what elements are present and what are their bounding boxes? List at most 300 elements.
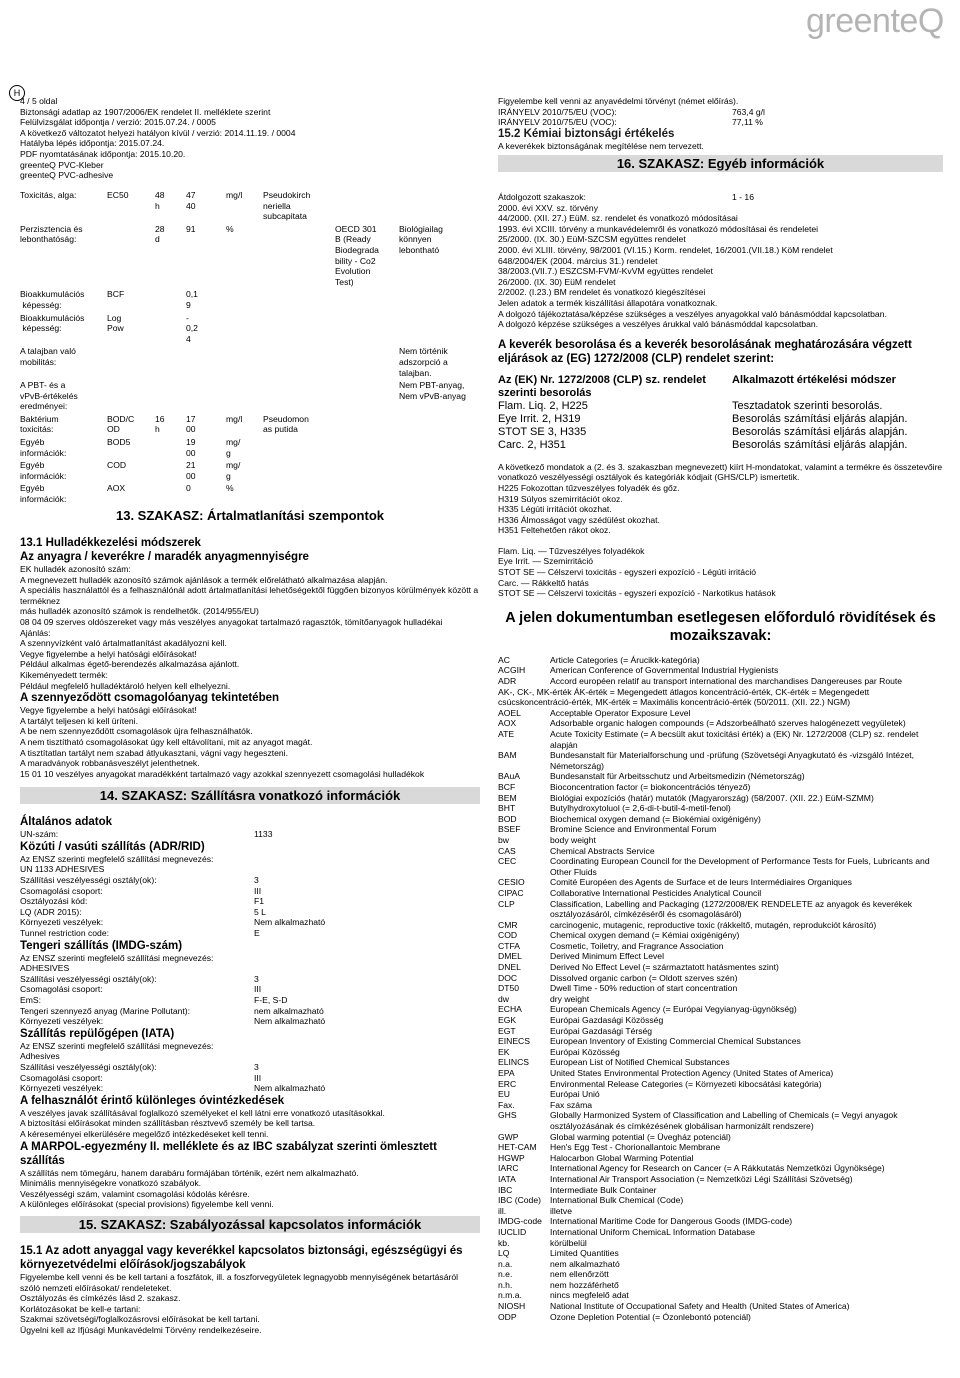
sea-kv-label: Csomagolási csoport: — [20, 984, 103, 995]
abbreviation-term: ERC — [498, 1078, 517, 1089]
road-kv-label: Tunnel restriction code: — [20, 928, 110, 939]
classification-row — [498, 413, 943, 426]
classification-method: Besorolás számítási eljárás alapján. — [732, 438, 908, 451]
abbreviation-description: United States Environmental Protection Agency (United States of America) — [550, 1068, 834, 1078]
s13-line: EK hulladék azonosító szám: — [20, 564, 131, 574]
revised-sections-value: 1 - 16 — [732, 192, 754, 202]
abbreviation-row — [498, 1036, 943, 1047]
tox-cell — [226, 289, 263, 312]
abbreviation-description: Acute Toxicity Estimate (= A becsült akut toxicitási érték) a (EK) Nr. 1272/2008 (CLP) sz. rendelet alapján — [550, 729, 919, 750]
tox-cell — [226, 346, 263, 380]
abbreviation-row — [498, 1312, 943, 1323]
section-15-text — [20, 1272, 480, 1336]
classification-method: Tesztadatok szerinti besorolás. — [732, 399, 883, 412]
abbreviation-term: IBC — [498, 1184, 513, 1195]
classification-rows — [498, 400, 943, 452]
abbreviation-row — [498, 814, 943, 825]
abbreviation-term: AOEL — [498, 707, 521, 718]
abbreviation-description: Európai Gazdasági Közösség — [550, 1015, 664, 1026]
header-line: Felülvizsgálat időpontja / verzió: 2015.07.24. / 0005 — [20, 117, 216, 128]
s13-line: A speciális használattól és a felhasználónál adott ártalmatlanítási lehetőségektől függően bizonyos körülmények között a terméknez — [20, 585, 479, 606]
abbreviation-term: kb. — [498, 1237, 510, 1248]
tox-cell — [263, 224, 335, 290]
s15-line: Korlátozásokat be kell-e tartani: — [20, 1303, 141, 1314]
tox-cell: A PBT- és a vPvB-értékelés eredményei: — [20, 380, 78, 412]
abbreviation-term: BCF — [498, 781, 516, 792]
abbreviation-description: illetve — [550, 1205, 572, 1216]
tox-cell: EC50 — [107, 190, 129, 200]
abbreviation-row — [498, 920, 943, 931]
sea-kv-row — [20, 1016, 480, 1027]
road-kv-label: Környezeti veszélyek: — [20, 917, 104, 928]
marpol-text — [20, 1168, 480, 1210]
abbreviation-description: dry weight — [550, 993, 590, 1004]
abbreviation-term: n.m.a. — [498, 1290, 522, 1301]
abbreviation-description: Accord européen relatif au transport international des marchandises Dangereuses par Route — [550, 676, 903, 687]
legislation-line: 1993. évi XCIII. törvény a munkavédelemről és vonatkozó módosításai és rendeletei — [498, 223, 819, 234]
section-13-title: 13. SZAKASZ: Ártalmatlanítási szempontok — [116, 508, 384, 523]
tox-cell — [155, 380, 186, 414]
hazard-badge: H — [9, 85, 25, 101]
abbreviation-description: International Uniform ChemicaL Information Database — [550, 1226, 756, 1237]
abbreviation-row — [498, 856, 943, 877]
abbreviation-description: Chemical oxygen demand (= Kémiai oxigénigény) — [550, 930, 740, 941]
section-13-subtitle: Az anyagra / keverékre / maradék anyagmennyiségre — [20, 551, 309, 563]
tox-cell — [399, 437, 479, 460]
classification-code: Eye Irrit. 2, H319 — [498, 412, 581, 425]
abbreviation-row — [498, 973, 943, 984]
classification-title: A keverék besorolása és a keverék besorolásának meghatározására végzett eljárások az (EG) 1272/2008 (CLP) rendelet szerint: — [498, 338, 912, 365]
tox-cell — [155, 483, 186, 506]
classification-row — [498, 439, 943, 452]
abbreviation-term: DT50 — [498, 983, 520, 994]
marpol-title: A MARPOL-egyezmény II. melléklete és az IBC szabályzat szerinti ömlesztett szállítás — [20, 1140, 437, 1167]
classification-method: Besorolás számítási eljárás alapján. — [732, 412, 908, 425]
legislation-line: 26/2000. (IX. 30) EüM rendelet — [498, 276, 616, 287]
sea-kv-value: F-E, S-D — [254, 995, 288, 1005]
tox-cell: Pseudomon as putida — [263, 413, 309, 435]
user-line: A kéreseményei elkerülésére megelőző intézkedéseket kell tenni. — [20, 1128, 269, 1139]
tox-cell: 47 40 — [186, 190, 196, 211]
section-15-title: 15. SZAKASZ: Szabályozással kapcsolatos információk — [20, 1216, 480, 1233]
section-13-1-title: 13.1 Hulladékkezelési módszerek — [20, 537, 201, 549]
abbreviation-term: EGT — [498, 1025, 516, 1036]
header-line: greenteQ PVC-adhesive — [20, 170, 114, 181]
abbreviation-row — [498, 1238, 943, 1249]
sea-kv-value: 3 — [254, 973, 259, 984]
abbreviation-description: Európai Közösség — [550, 1046, 620, 1057]
abbreviation-term: EGK — [498, 1015, 517, 1026]
abbreviation-row — [498, 708, 943, 719]
classification-header-b: Alkalmazott értékelési módszer — [732, 373, 896, 386]
abbreviation-term: n.a. — [498, 1258, 513, 1269]
abbreviation-term: AC — [498, 654, 510, 665]
abbreviation-row — [498, 803, 943, 814]
section-15-2-text: A keverékek biztonságának megítélése nem tervezett. — [498, 140, 704, 151]
abbreviation-term: ACGIH — [498, 665, 526, 676]
tox-cell: Pseudokirch neriella subcapitata — [263, 190, 311, 222]
abbreviation-description: Biológiai expozíciós (határ) mutatók (Magyarország) (58/2007. (XII. 22.) EüM-SZMM) — [550, 792, 874, 803]
abbreviation-row — [498, 1195, 943, 1206]
abbreviation-description: Butylhydroxytoluol (= 2,6-di-t-butil-4-metil-fenol) — [550, 803, 731, 814]
road-kv-label: Osztályozási kód: — [20, 896, 88, 907]
sea-kv-row — [20, 995, 480, 1006]
voc-row — [498, 107, 943, 118]
tox-cell: 21 00 — [186, 460, 196, 481]
s13-line: más hulladék azonosító számok is rendelhetők. (2014/955/EU) — [20, 606, 259, 617]
abbreviation-description: Derived No Effect Level (= származtatott hatásmentes szint) — [550, 962, 779, 973]
tox-cell — [186, 346, 226, 380]
legislation-line: Jelen adatok a termék kiszállítási állapotára vonatkoznak. — [498, 297, 718, 308]
abbreviation-term: ATE — [498, 729, 515, 739]
sea-kv-value: nem alkalmazható — [254, 1005, 324, 1016]
revised-sections-label: Átdolgozott szakaszok: — [498, 192, 586, 202]
tox-cell — [335, 346, 399, 380]
abbreviation-row — [498, 676, 943, 687]
abbreviation-term: CESIO — [498, 877, 525, 888]
road-kv-row — [20, 928, 480, 939]
s13-line: Vegye figyelembe a helyi hatósági előírásokat! — [20, 648, 197, 659]
abbreviation-row — [498, 1280, 943, 1291]
legislation-line: 2000. évi XLIII. törvény, 98/2001 (VI.15.) Korm. rendelet, 16/2001.(VII.18.) KöM rendelet — [498, 244, 833, 255]
tox-row — [20, 289, 479, 312]
abbreviation-term: CTFA — [498, 940, 520, 951]
road-kv-label: Szállítási veszélyességi osztály(ok): — [20, 875, 157, 886]
un-number-row — [20, 829, 480, 840]
abbreviation-description: American Conference of Governmental Industrial Hygienists — [550, 665, 779, 676]
legislation-line: 25/2000. (IX. 30.) EüM-SZCSM együttes rendelet — [498, 234, 686, 245]
s15-line: Ügyelni kell az Ifjúsági Munkavédelmi Törvény rendelkezéseire. — [20, 1324, 262, 1335]
abbreviation-term: EPA — [498, 1068, 515, 1078]
sea-transport-block — [20, 953, 480, 1027]
abbreviation-row — [498, 1142, 943, 1153]
tox-cell — [335, 414, 399, 437]
tox-cell — [107, 380, 155, 414]
abbreviation-description: nem ellenőrzött — [550, 1269, 609, 1280]
tox-cell — [263, 437, 335, 460]
sea-kv-value: III — [254, 984, 262, 995]
abbreviation-description: Bioconcentration factor (= biokoncentrációs tényező) — [550, 781, 751, 792]
abbreviation-term: BEM — [498, 792, 517, 803]
abbreviation-term: Fax. — [498, 1099, 515, 1110]
road-line: Az ENSZ szerinti megfelelő szállítási megnevezés: — [20, 853, 214, 864]
sea-kv-label: EmS: — [20, 995, 42, 1005]
abbreviation-row — [498, 1110, 943, 1131]
abbreviation-description: Adsorbable organic halogen compounds (= Adszorbeálható szerves halogénezett vegyületek) — [550, 718, 906, 729]
abbreviation-description: Dwell Time - 50% reduction of start concentration — [550, 983, 738, 994]
user-precautions-text — [20, 1108, 480, 1140]
abbreviation-row — [498, 994, 943, 1005]
tox-cell: Nem történik adszorpció a talajban. — [399, 346, 448, 378]
abbreviation-description: Hen's Egg Test - Chorionallantoic Membrane — [550, 1142, 721, 1153]
section-15-1-title: 15.1 Az adott anyaggal vagy keverékkel kapcsolatos biztonsági, egészségügyi és környezetvédelmi előírások/jogszabályok — [20, 1244, 463, 1271]
voc-row — [498, 117, 943, 128]
abbreviation-row — [498, 1100, 943, 1111]
tox-cell: mg/l — [226, 190, 243, 200]
s13-line: Ajánlás: — [20, 627, 51, 638]
header-line: PDF nyomtatásának időpontja: 2015.10.20. — [20, 148, 186, 159]
road-kv-row — [20, 917, 480, 928]
s13-line: Kikeményedett termék: — [20, 669, 108, 680]
abbreviation-row — [498, 655, 943, 666]
abbreviation-description: Biochemical oxygen demand (= Biokémiai oxigénigény) — [550, 813, 761, 824]
tox-cell — [335, 437, 399, 460]
abbreviation-term: IARC — [498, 1163, 519, 1174]
header-line: greenteQ PVC-Kleber — [20, 159, 104, 170]
abbreviation-row — [498, 771, 943, 782]
abbreviation-description: Chemical Abstracts Service — [550, 845, 655, 856]
abbreviation-description: European List of Notified Chemical Substances — [550, 1057, 730, 1068]
road-kv-label: Csomagolási csoport: — [20, 885, 103, 896]
road-kv-value: 3 — [254, 875, 259, 886]
tox-cell: BCF — [107, 289, 125, 300]
abbreviation-row — [498, 1057, 943, 1068]
abbreviation-description: Collaborative International Pesticides Analytical Council — [550, 887, 762, 898]
section-15-2-title: 15.2 Kémiai biztonsági értékelés — [498, 127, 675, 140]
abbreviation-description: Comité Européen des Agents de Surface et de leurs Intermédiaires Organiques — [550, 877, 852, 888]
sea-kv-row — [20, 974, 480, 985]
abbreviation-row — [498, 846, 943, 857]
abbreviation-row — [498, 1015, 943, 1026]
abbreviation-description: Intermediate Bulk Container — [550, 1184, 657, 1195]
company-logo: greenteQ — [806, 2, 944, 40]
abbreviation-term: IATA — [498, 1173, 516, 1184]
tox-cell: 0 — [186, 483, 191, 494]
classification-code: Carc. 2, H351 — [498, 438, 566, 451]
abbreviation-description: Bundesanstalt für Arbeitsschutz und Arbeitsmedizin (Németország) — [550, 771, 805, 782]
abbreviation-term: ODP — [498, 1311, 517, 1322]
tox-row — [20, 346, 479, 380]
abbreviation-row — [498, 1153, 943, 1164]
packaging-line: A tisztítatlan tartályt nem szabad átlyukasztani, vágni vagy hegeszteni. — [20, 747, 288, 758]
road-kv-value: 5 L — [254, 906, 266, 917]
abbreviation-row — [498, 1068, 943, 1079]
h-statement-line: H335 Légúti irritációt okozhat. — [498, 504, 612, 515]
s13-line: Például alkalmas égető-berendezés alkalmazása ajánlott. — [20, 659, 240, 670]
tox-cell: mg/ g — [226, 437, 241, 458]
tox-cell — [155, 346, 186, 380]
tox-cell — [399, 190, 479, 224]
abbreviation-description: International Maritime Code for Dangerous Goods (IMDG-code) — [550, 1216, 793, 1227]
general-data-title: Általános adatok — [20, 816, 113, 829]
air-line: Adhesives — [20, 1051, 60, 1062]
abbreviation-term: n.h. — [498, 1279, 513, 1290]
abbreviation-term: CIPAC — [498, 887, 524, 898]
air-line: Az ENSZ szerinti megfelelő szállítási megnevezés: — [20, 1040, 214, 1051]
tox-cell — [263, 313, 335, 347]
right-column — [498, 96, 943, 175]
tox-cell — [335, 460, 399, 483]
tox-cell: Perzisztencia és lebonthatóság: — [20, 223, 83, 245]
packaging-line: Vegye figyelembe a helyi hatósági előírásokat! — [20, 705, 197, 716]
abbreviation-term: BHT — [498, 803, 516, 814]
tox-cell — [335, 313, 399, 347]
classification-row — [498, 400, 943, 413]
legislation-line: A dolgozó tájékoztatása/képzése szükséges a veszélyes anyagokkal való bánásmóddal kapcsolatban. — [498, 308, 887, 319]
abbreviation-description: AK-, CK-, MK-érték ÁK-érték = Megengedett átlagos koncentráció-érték, CK-érték = Megengedett csúcskoncentráció-érték, MK-érték = Maximális koncentráció-érték (50/2011. (XII. 22.) NGM) — [498, 686, 870, 708]
tox-cell — [263, 289, 335, 312]
road-kv-row — [20, 875, 480, 886]
abbreviation-term: GHS — [498, 1110, 517, 1121]
voc-value: 763,4 g/l — [732, 106, 765, 117]
packaging-line: A be nem szennyeződött csomagolások újra felhasználhatók. — [20, 726, 253, 737]
abbreviations-list — [498, 655, 943, 1322]
abbreviation-row — [498, 1163, 943, 1174]
road-kv-value: F1 — [254, 896, 265, 907]
abbreviation-description: carcinogenic, mutagenic, reproductive toxic (rákkeltő, mutagén, reprodukciót károsító) — [550, 919, 877, 930]
abbreviation-term: BAuA — [498, 771, 520, 782]
header-line: Biztonsági adatlap az 1907/2006/EK rendelet II. melléklete szerint — [20, 106, 271, 117]
abbreviation-term: dw — [498, 993, 509, 1004]
abbreviation-description: Limited Quantities — [550, 1248, 619, 1259]
tox-cell: 91 — [186, 223, 196, 234]
tox-cell: OECD 301 B (Ready Biodegrada bility - Co2 Evolution Test) — [335, 223, 379, 287]
tox-cell: 48 h — [155, 190, 165, 211]
packaging-line: A tartályt teljesen ki kell üríteni. — [20, 715, 138, 726]
abbreviation-row — [498, 793, 943, 804]
tox-cell — [155, 437, 186, 460]
hazard-code-line: STOT SE — Célszervi toxicitás - egyszeri expozíció - Narkotikus hatások — [498, 588, 776, 599]
tox-cell — [226, 313, 263, 347]
legislation-line: 38/2003.(VII.7.) ESZCSM-FVM/-KvVM együttes rendelet — [498, 266, 713, 277]
abbreviation-row — [498, 1290, 943, 1301]
abbreviation-term: CLP — [498, 898, 515, 909]
abbreviation-description: European Inventory of Existing Commercial Chemical Substances — [550, 1036, 801, 1047]
voc-label: IRÁNYELV 2010/75/EU (VOC): — [498, 117, 617, 128]
tox-row — [20, 483, 479, 506]
sea-kv-row — [20, 984, 480, 995]
classification-method: Besorolás számítási eljárás alapján. — [732, 425, 908, 438]
tox-row — [20, 380, 479, 414]
abbreviation-term: DOC — [498, 972, 518, 983]
s13-line: Például megfelelő hulladéktároló helyen kell elhelyezni. — [20, 680, 231, 691]
hazard-code-line: Flam. Liq. — Tűzveszélyes folyadékok — [498, 545, 645, 556]
abbreviation-row — [498, 1079, 943, 1090]
h-statement-line: H351 Feltehetően rákot okoz. — [498, 525, 611, 536]
abbreviation-description: nem alkalmazható — [550, 1258, 620, 1269]
abbreviation-row — [498, 1227, 943, 1238]
section-13-text — [20, 564, 480, 691]
legislation-line: 2/2002. (I.23.) BM rendelet és vonatkozó kiegészítései — [498, 287, 706, 298]
section-14-title: 14. SZAKASZ: Szállításra vonatkozó információk — [20, 787, 480, 804]
tox-cell: 17 00 — [186, 413, 196, 435]
tox-cell — [107, 346, 155, 380]
un-number-value: 1133 — [254, 829, 273, 840]
abbreviation-term: HET-CAM — [498, 1142, 537, 1153]
abbreviation-row — [498, 750, 943, 771]
abbreviation-description: Cosmetic, Toiletry, and Fragrance Association — [550, 940, 724, 951]
tox-cell — [335, 380, 399, 414]
tox-cell: % — [226, 223, 234, 234]
air-kv-row — [20, 1073, 480, 1084]
abbreviation-description: Derived Minimum Effect Level — [550, 951, 664, 962]
tox-cell — [155, 313, 186, 347]
h-statement-line: H336 Álmosságot vagy szédülést okozhat. — [498, 514, 660, 525]
marpol-line: A szállítás nem tömegáru, hanem darabáru formájában történik, ezért nem alkalmazható. — [20, 1167, 359, 1178]
abbreviation-term: COD — [498, 930, 518, 941]
abbreviation-row — [498, 1269, 943, 1280]
sea-kv-value: Nem alkalmazható — [254, 1016, 326, 1027]
tox-cell: COD — [107, 460, 127, 471]
abbreviation-term: CEC — [498, 856, 517, 867]
abbreviation-description: Article Categories (= Árucikk-kategória) — [550, 654, 700, 665]
user-line: A veszélyes javak szállításával foglalkozó személyeket el kell látni erre vonatkozó utasításokkal. — [20, 1107, 385, 1118]
classification-row — [498, 426, 943, 439]
legislation-line: 648/2004/EK (2004. március 31.) rendelet — [498, 255, 658, 266]
abbreviation-row — [498, 729, 943, 750]
abbreviation-row — [498, 962, 943, 973]
tox-cell — [399, 460, 479, 483]
tox-cell: BOD5 — [107, 437, 131, 448]
tox-cell — [263, 380, 335, 414]
sea-kv-row — [20, 1006, 480, 1017]
road-kv-row — [20, 886, 480, 897]
abbreviation-term: IBC (Code) — [498, 1195, 541, 1206]
abbreviation-row — [498, 1206, 943, 1217]
tox-cell: Bioakkumulációs képesség: — [20, 312, 85, 334]
abbreviation-description: Bromine Science and Environmental Forum — [550, 824, 717, 835]
abbreviation-row — [498, 687, 943, 708]
abbreviation-row — [498, 782, 943, 793]
abbreviation-row — [498, 983, 943, 994]
legislation-line: A dolgozó képzése szükséges a veszélyes árukkal való bánásmóddal kapcsolatban. — [498, 319, 819, 330]
s15-line: Figyelembe kell venni és be kell tartani a foszfátok, ill. a foszforvegyületek legnagyobb mennyiségének betartásáról szóló nemzeti előírásokat/ rendeleteket. — [20, 1271, 459, 1293]
user-line: A biztosítási előírásokat minden szállításban résztvevő személy be kell tartsa. — [20, 1118, 316, 1129]
h-statements — [498, 462, 943, 536]
classification-header-a: Az (EK) Nr. 1272/2008 (CLP) sz. rendelet szerinti besorolás — [498, 373, 706, 399]
abbreviation-row — [498, 665, 943, 676]
sea-kv-label: Tengeri szennyező anyag (Marine Pollutant): — [20, 1005, 191, 1016]
tox-cell: % — [226, 483, 234, 494]
abbreviation-row — [498, 1089, 943, 1100]
tox-row — [20, 460, 479, 483]
sea-line: ADHESIVES — [20, 963, 70, 974]
classification-code: STOT SE 3, H335 — [498, 425, 587, 438]
left-column-sections — [20, 507, 480, 1335]
abbreviation-description: Global warming potential (= Üvegház potenciál) — [550, 1131, 731, 1142]
voc-table — [498, 107, 943, 128]
h-statement-line: A következő mondatok a (2. és 3. szakaszban megnevezett) kiírt H-mondatokat, valamint a termékre és összetevőire vonatkozó veszélyességi osztályok és kategóriák kódjait (GHS/CLP) ismertetik. — [498, 461, 943, 483]
tox-cell — [335, 289, 399, 312]
abbreviation-term: BOD — [498, 813, 517, 824]
abbreviation-description: Globally Harmonized System of Classification and Labelling of Chemicals (= Vegyi anyagok osztályozásának és címkézésének globálisan harmonizált rendszere) — [550, 1110, 898, 1131]
abbreviation-row — [498, 1004, 943, 1015]
classification-header — [498, 374, 943, 400]
packaging-text — [20, 705, 480, 779]
abbreviation-term: EU — [498, 1089, 510, 1100]
abbreviation-term: ECHA — [498, 1004, 522, 1015]
abbreviation-term: AOX — [498, 718, 517, 729]
abbreviation-row — [498, 888, 943, 899]
hazard-code-line: STOT SE — Célszervi toxicitás - egyszeri expozíció - Légúti irritáció — [498, 567, 757, 578]
voc-label: IRÁNYELV 2010/75/EU (VOC): — [498, 106, 617, 117]
road-kv-value: Nem alkalmazható — [254, 917, 326, 928]
abbreviation-description: European Chemicals Agency (= Európai Vegyianyag-ügynökség) — [550, 1004, 797, 1015]
tox-cell — [399, 289, 479, 312]
abbreviation-row — [498, 951, 943, 962]
abbreviation-description: Acceptable Operator Exposure Level — [550, 707, 691, 718]
sea-kv-label: Környezeti veszélyek: — [20, 1016, 104, 1027]
abbreviation-row — [498, 1174, 943, 1185]
abbreviation-term: CAS — [498, 845, 516, 856]
header-line: 4 / 5 oldal — [20, 96, 58, 106]
abbreviation-description: National Institute of Occupational Safety and Health (United States of America) — [550, 1301, 850, 1312]
tox-cell: 16 h — [155, 413, 165, 435]
abbreviation-term: IMDG-code — [498, 1216, 542, 1227]
tox-cell: BOD/C OD — [107, 413, 135, 435]
air-kv-row — [20, 1062, 480, 1073]
tox-cell — [335, 483, 399, 506]
